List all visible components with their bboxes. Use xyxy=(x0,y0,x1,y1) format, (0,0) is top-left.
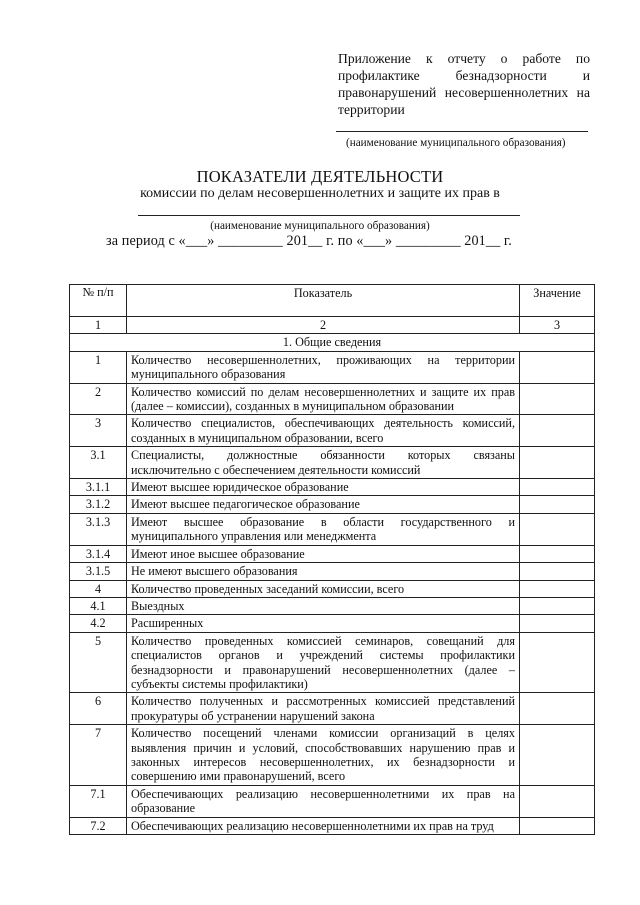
row-number: 2 xyxy=(70,383,127,415)
table-row xyxy=(70,513,595,545)
table-row xyxy=(70,597,595,614)
row-number: 4.2 xyxy=(70,615,127,632)
row-number: 7.2 xyxy=(70,817,127,834)
table-row xyxy=(70,496,595,513)
column-number: 2 xyxy=(127,317,520,334)
table-row xyxy=(70,785,595,817)
row-value-cell[interactable] xyxy=(520,415,595,447)
row-value-cell[interactable] xyxy=(520,496,595,513)
row-indicator: Количество специалистов, обеспечивающих деятельность комиссий, созданных в муниципальном образовании, всего xyxy=(127,415,520,447)
table-row xyxy=(70,545,595,562)
row-value-cell[interactable] xyxy=(520,513,595,545)
table-row xyxy=(70,383,595,415)
table-row xyxy=(70,351,595,383)
document-subtitle: комиссии по делам несовершеннолетних и защите их прав в xyxy=(140,186,500,201)
municipality-caption: (наименование муниципального образования) xyxy=(346,137,566,149)
row-value-cell[interactable] xyxy=(520,725,595,786)
table-row xyxy=(70,447,595,479)
row-value-cell[interactable] xyxy=(520,383,595,415)
table-row xyxy=(70,479,595,496)
row-value-cell[interactable] xyxy=(520,447,595,479)
row-number: 4 xyxy=(70,580,127,597)
row-indicator: Специалисты, должностные обязанности которых связаны исключительно с обеспечением деятельности комиссий xyxy=(127,447,520,479)
municipality-underline xyxy=(336,131,588,132)
row-value-cell[interactable] xyxy=(520,545,595,562)
table-row xyxy=(70,632,595,693)
row-value-cell[interactable] xyxy=(520,479,595,496)
table-row xyxy=(70,563,595,580)
row-number: 3.1.5 xyxy=(70,563,127,580)
subtitle-caption: (наименование муниципального образования) xyxy=(210,220,430,232)
table-header-row xyxy=(70,285,595,317)
row-indicator: Имеют высшее педагогическое образование xyxy=(127,496,520,513)
row-number: 7.1 xyxy=(70,785,127,817)
table-row xyxy=(70,415,595,447)
row-indicator: Имеют высшее юридическое образование xyxy=(127,479,520,496)
row-indicator: Имеют высшее образование в области государственного и муниципального управления или менеджмента xyxy=(127,513,520,545)
row-value-cell[interactable] xyxy=(520,632,595,693)
row-number: 1 xyxy=(70,351,127,383)
row-value-cell[interactable] xyxy=(520,563,595,580)
row-value-cell[interactable] xyxy=(520,351,595,383)
row-number: 5 xyxy=(70,632,127,693)
header-indicator: Показатель xyxy=(127,285,520,317)
column-number: 3 xyxy=(520,317,595,334)
row-number: 3 xyxy=(70,415,127,447)
row-indicator: Количество посещений членами комиссии организаций в целях выявления причин и условий, способствовавших нарушению прав и законных интересов несовершеннолетних, их безнадзорности и совершению ими правонарушений, всего xyxy=(127,725,520,786)
row-value-cell[interactable] xyxy=(520,817,595,834)
row-indicator: Расширенных xyxy=(127,615,520,632)
row-number: 3.1.1 xyxy=(70,479,127,496)
section-row xyxy=(70,334,595,351)
table-row xyxy=(70,725,595,786)
row-number: 6 xyxy=(70,693,127,725)
row-number: 3.1 xyxy=(70,447,127,479)
row-number: 3.1.2 xyxy=(70,496,127,513)
row-number: 4.1 xyxy=(70,597,127,614)
indicators-table xyxy=(69,284,595,835)
column-number-row xyxy=(70,317,595,334)
document-title: ПОКАЗАТЕЛИ ДЕЯТЕЛЬНОСТИ xyxy=(196,167,444,186)
row-value-cell[interactable] xyxy=(520,785,595,817)
row-value-cell[interactable] xyxy=(520,615,595,632)
row-indicator: Количество несовершеннолетних, проживающих на территории муниципального образования xyxy=(127,351,520,383)
row-indicator: Имеют иное высшее образование xyxy=(127,545,520,562)
row-indicator: Обеспечивающих реализацию несовершеннолетними их прав на труд xyxy=(127,817,520,834)
row-indicator: Количество проведенных комиссией семинаров, совещаний для специалистов органов и учреждений системы профилактики безнадзорности и правонарушений несовершеннолетних (далее – субъекты системы профилактики) xyxy=(127,632,520,693)
row-indicator: Количество проведенных заседаний комиссии, всего xyxy=(127,580,520,597)
header-value: Значение xyxy=(520,285,595,317)
row-indicator: Не имеют высшего образования xyxy=(127,563,520,580)
table-row xyxy=(70,693,595,725)
row-indicator: Обеспечивающих реализацию несовершеннолетними их прав на образование xyxy=(127,785,520,817)
row-number: 7 xyxy=(70,725,127,786)
row-number: 3.1.4 xyxy=(70,545,127,562)
table-row xyxy=(70,580,595,597)
row-value-cell[interactable] xyxy=(520,580,595,597)
row-indicator: Количество комиссий по делам несовершеннолетних и защите их прав (далее – комиссии), созданных в муниципальном образовании xyxy=(127,383,520,415)
row-value-cell[interactable] xyxy=(520,693,595,725)
table-row xyxy=(70,817,595,834)
period-line: за период с «___» _________ 201__ г. по «___» _________ 201__ г. xyxy=(106,233,512,249)
row-indicator: Выездных xyxy=(127,597,520,614)
row-value-cell[interactable] xyxy=(520,597,595,614)
section-title: 1. Общие сведения xyxy=(70,334,595,351)
row-indicator: Количество полученных и рассмотренных комиссией представлений прокуратуры об устранении нарушений закона xyxy=(127,693,520,725)
column-number: 1 xyxy=(70,317,127,334)
appendix-text: Приложение к отчету о работе по профилактике безнадзорности и правонарушений несовершеннолетних на территории xyxy=(338,51,590,117)
row-number: 3.1.3 xyxy=(70,513,127,545)
header-num: № п/п xyxy=(70,285,127,317)
table-row xyxy=(70,615,595,632)
subtitle-underline xyxy=(138,215,520,216)
